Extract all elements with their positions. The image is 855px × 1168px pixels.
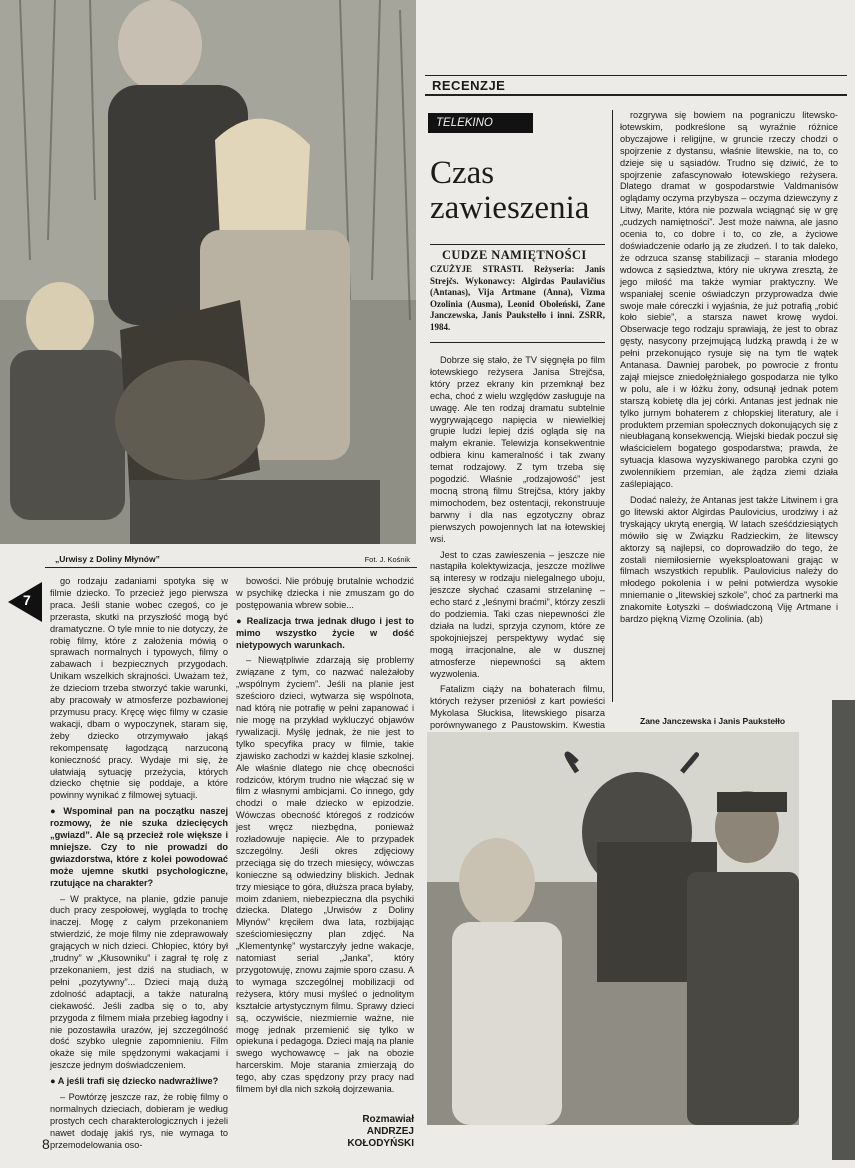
interview-col1-paragraph: go rodzaju zadaniami spotyka się w filmie dziecko. To przecież jego pierwsza praca. Jeśli stanie wobec czegoś, co je przerasta, skutki na przyszłość mogą być dramatyczne. O tyle mnie to nie dotyczy, że robię filmy, które z założenia mówią o sprawach normalnych i typowych, filmy o zabawach i bezpiecznych przygodach. Unikam wszelkich skrajności. Uważam też, że dzieciom trzeba stworzyć takie warunki, aby pracowały w atmosferze pozbawionej przymusu pracy. Kręcę więc filmy w czasie wakacji, dbam o wypoczynek, staram się, żeby dziecko otrzymywało jakąś rekompensatę łagodzącą narzuconą konieczność pracy. Wydaje mi się, że ułatwiają sytuację przeżycia, których dziecko chętnie się poddaje, a które powinny wynikać z filmowej sytuacji. <box>50 576 228 801</box>
interview-col1-paragraph: – W praktyce, na planie, gdzie panuje duch pracy zespołowej, wygląda to trochę inaczej. Mogę z całym przekonaniem stwierdzić, że moje filmy nie zdeprawowały grających w nich dzieci. Chłopiec, który był „trudny” w „Kłusowniku” i zagrał tę rolę z przekonaniem, jest dziś na studiach, w pełni „pozytywny”... Dzieci mają dużą zdolność adaptacji, a także naturalną ciekawość. Jeśli zadba się o to, aby przygoda z filmem miała przebieg łagodny i nie pozostawiła urazów, jej szczególność dość szybko ulegnie zapomnieniu. Film okaże się mile spędzonymi wakacjami i jeszcze jednym doświadczeniem. <box>50 893 228 1071</box>
review-title-line: zawieszenia <box>430 190 590 226</box>
right-edge-strip <box>832 700 855 1160</box>
review-left-paragraph: Fatalizm ciąży na bohaterach filmu, których reżyser przeniósł z kart powieści Mykolasa Słuckisa, litewskiego pisarza porównywanego z Paustowskim. Kwestia <box>430 684 605 731</box>
interview-column-2 <box>236 576 414 1149</box>
section-heading: RECENZJE <box>432 78 506 93</box>
review-right-paragraph: rozgrywa się bowiem na pograniczu litewsko-łotewskim, podkreślone są wyraźnie różnice obyczajowe i religijne, w gruncie rzeczy chodzi o spojrzenie z dystansu, właśnie litewskie, na to, co dzieje się u sąsiadów. Trudno się dziwić, że to spojrzenie zafascynowało łotewskiego reżysera. Dlatego dramat w gospodarstwie Valdmanisów oglądamy oczyma przybysza – oczyma dziewczyny z Litwy, Marite, która nie pozwala wciągnąć się w grę „cudzych namiętności”. Jest może naiwna, ale jasno ocenia to, co dobre i to, co złe, a życiowe doświadczenie odarło ją ze złudzeń. I to tak daleko, że odrzuca szansę stabilizacji – starania młodego wdowca z sąsiedztwa, który nie ukrywa zresztą, że jego miłość ma także wymiar praktyczny. We wspaniałej scenie oświadczyn przyprowadza dwie swoje małe córeczki i wyjaśnia, że już potrafią „robić koło siebie”, a starsza nawet krowę wydoi. Obserwacje tego rodzaju sprawiają, że jest to obraz gęsty, nasycony przejmującą ludzką prawdą i że w pełni przekonująco rysuje się na tym tle wątek Antanasa. Dawniej parobek, po powrocie z frontu zajął miejsce zniedołężniałego gospodarza nie tylko w polu, ale i w łóżku żony, odsunął jednak potem starszą kobietę dla jej córki. Antanas jest jednak nie tylko jurnym bohaterem z chłopskiej literatury, ale i produktem przemian społecznych dokonujących się z nieubłaganą konsekwencją. Wiejski biedak poczuł się właścicielem bogatego gospodarstwa; prawda, że sytuacja klasowa wyzyskiwanego parobka czyni go zwolennikiem przemian, ale żądza ziemi działa zaślepiająco. <box>620 110 838 490</box>
caption-divider <box>45 567 417 568</box>
signature-line: KOŁODYŃSKI <box>347 1137 414 1149</box>
credits-rule <box>430 342 605 343</box>
section-rule-top <box>425 75 847 76</box>
column-divider <box>612 110 613 702</box>
signature-line: ANDRZEJ <box>366 1125 414 1137</box>
section-rule <box>425 94 847 96</box>
interview-question: ● A jeśli trafi się dziecko nadwrażliwe? <box>50 1076 219 1087</box>
review-left-paragraph: Jest to czas zawieszenia – jeszcze nie nastąpiła kolektywizacja, jeszcze możliwe są interesy w rodzaju nielegalnego uboju, jeszcze słychać czasami strzelaninę – echo starć z „leśnymi braćmi”, którzy zeszli do podziemia. Taki czas niepewności źle działa na ludzi, sprzyja czynom, które ze spokojniejszej perspektywy wydać się mogą irracjonalne, ale w dusznej atmosferze niepewności są aktem wyzwolenia. <box>430 549 605 679</box>
interview-col2-paragraph: – Niewątpliwie zdarzają się problemy związane z tym, co nazwać należałoby „wspólnym życiem”. Jeśli na planie jest sześcioro dzieci, wytwarza się wspólnota, nad którą nie potrafię w pełni zapanować i nie mogę na przykład wykluczyć objawów rywalizacji. Myślę jednak, że nie jest to tylko specyfika pracy w filmie, takie zjawisko zachodzi w każdej klasie szkolnej. Ale właśnie dlatego nie chcę obecności rodziców, którym trudno nie włączać się w film z własnymi ambicjami. Co innego, gdy chodzi o małe dziecko w epizodzie. Wówczas obecność któregoś z rodziców jest wręcz niezbędna, ponieważ rozładowuje napięcie. Ale to przypadek szczególny. Jeśli okres zdjęciowy przeciąga się do trzech miesięcy, wówczas konieczne są odwiedziny bliskich. Jednak trzy miesiące to góra, dłuższa praca byłaby, moim zdaniem, niebezpieczna dla psychiki dziecka. Dlatego „Urwisów z Doliny Młynów” kręciłem dwa lata, rozbijając sześciomiesięczny plan zdjęć. Na „Klementynkę” wystarczyły jedne wakacje, natomiast serial „Janka”, który przygotowuję, znowu zajmie sporo czasu. A to wymaga szczególnej mobilizacji od reżysera, który musi myśleć o jednolitym kształcie artystycznym filmu. Sprawy dzieci są, oczywiście, niezmiernie ważne, nie mogę jednak przemienić się tylko w opiekuna i pedagoga. Dzieci mają na planie swego wychowawcę – jak na obozie harcerskim. Moje starania zmierzają do tego, aby czas spędzony przy pracy nad filmem był dla nich szkołą dojrzewania. <box>236 655 414 1095</box>
review-title <box>430 156 610 226</box>
review-right-paragraph: Dodać należy, że Antanas jest także Litwinem i gra go litewski aktor Algirdas Paulovicius, urodziwy i aż tryskający ukrytą energią. W latach sześćdziesiątych mówiło się w Związku Radzieckim, że litewscy aktorzy są najlepsi, co doprowadziło do tego, że zostali niemiłosiernie wyeksploatowani grając w filmach wszystkich republik. Paulovicius należy do młodego pokolenia i w pełni potwierdza wysokie mniemanie o „litewskiej szkole”, choć za partnerki ma znakomite Łotyszki – doświadczoną Viję Artmane i bardzo piękną Vizmę Ozolinia. (ab) <box>620 495 838 625</box>
photo-top-caption: „Urwisy z Doliny Młynów” <box>55 554 160 564</box>
page-corner-marker <box>8 582 42 622</box>
review-left-paragraph: Dobrze się stało, że TV sięgnęła po film łotewskiego reżysera Janisa Strejčsa, który przez ekrany kin przemknął bez echa, choć z wielu względów zasługuje na uwagę. Ale ten rodzaj dramatu subtelnie wygrywającego napięcia w niewielkiej grupie ludzi lepiej dziś ogląda się na małym ekranie. Telewizja konsekwentnie odbiera kinu kameralność i tak zwany temat rodzajowy. Z tym trzeba się pogodzić. Właśnie „rodzajowość” jest mocną stroną filmu Strejčsa, który jakby mimochodem, bez ostentacji, rekonstruuje barwny i dla nas egzotyczny obraz pierwszych powojennych lat na łotewskiej wsi. <box>430 355 605 544</box>
review-column-right <box>620 110 838 702</box>
telekino-label: TELEKINO <box>428 113 533 133</box>
photo-urwisy <box>0 0 416 544</box>
review-title-line: Czas <box>430 155 495 191</box>
subtitle-rule <box>430 244 605 245</box>
photo-bottom-caption: Zane Janczewska i Janis Paukstełło <box>640 716 786 726</box>
corner-marker-number: 7 <box>23 592 31 608</box>
interview-col1-paragraph: – Powtórzę jeszcze raz, że robię filmy o normalnych dzieciach, dobieram je według prostych cech charakterologicznych i jeżeli nawet dodaję jakiś rys, nie wymaga to przemodelowania oso- <box>50 1092 228 1150</box>
photo-cudze-namietnosci <box>427 732 799 1125</box>
interview-question: ● Wspominał pan na początku naszej rozmowy, że nie szuka dziecięcych „gwiazd”. Ale są przecież role większe i mniejsze. Czy to nie prowadzi do gwiazdorstwa, które z kolei powodować może ujemne skutki psychologiczne, rzutujące na charakter? <box>50 806 228 888</box>
photo-top-credit: Fot. J. Kośnik <box>364 555 410 564</box>
signature-line: Rozmawiał <box>362 1113 414 1125</box>
page-number: 8 <box>42 1136 50 1152</box>
interview-question: ● Realizacja trwa jednak długo i jest to mimo wszystko życie w dość nietypowych warunkach. <box>236 615 414 650</box>
interview-col2-paragraph: bowości. Nie próbuję brutalnie wchodzić w psychikę dziecka i nie zmuszam go do postępowania wbrew sobie... <box>236 576 414 610</box>
film-credits: CZUŻYJE STRASTI. Reżyseria: Janis Strejčs. Wykonawcy: Algirdas Paulavičius (Antanas), Vija Artmane (Anna), Vizma Ozolinia (Ausma), Leonid Obołeński, Zane Janczewska, Janis Paukstełło i inni. ZSRR, 1984. <box>430 264 605 332</box>
photo-girl-cow-man-image <box>427 732 799 1125</box>
interview-column-1 <box>50 576 228 1150</box>
review-subtitle: CUDZE NAMIĘTNOŚCI <box>442 248 587 262</box>
photo-children-dog-image <box>0 0 416 544</box>
interview-signature <box>236 1114 414 1150</box>
review-column-left <box>430 355 605 731</box>
